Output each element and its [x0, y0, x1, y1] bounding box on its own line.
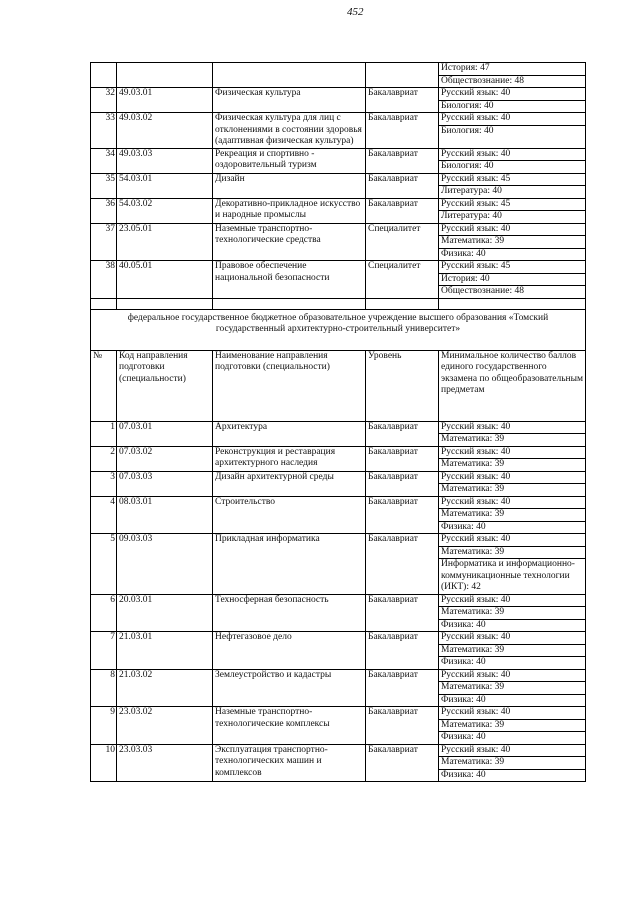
row-code: 54.03.02 — [117, 198, 213, 223]
middle-section — [91, 298, 586, 421]
row-subjects — [439, 223, 586, 261]
row-level: Бакалавриат — [366, 446, 439, 471]
subject-score: Математика: 39 — [439, 546, 585, 559]
subject-score: Математика: 39 — [439, 681, 585, 694]
table-row — [91, 744, 586, 782]
row-subjects — [439, 113, 586, 149]
table-row — [91, 421, 586, 446]
row-code: 07.03.03 — [117, 471, 213, 496]
row-code: 49.03.03 — [117, 148, 213, 173]
subject-score: Русский язык: 40 — [441, 471, 511, 482]
row-level: Бакалавриат — [366, 707, 439, 745]
table-row — [91, 707, 586, 745]
row-subjects — [439, 173, 586, 198]
subject-score: Математика: 39 — [439, 458, 585, 471]
subject-score: Обществознание: 48 — [439, 285, 585, 298]
row-number: 2 — [91, 446, 117, 471]
row-name: Наземные транспортно-технологические средства — [213, 223, 366, 261]
subject-score: Физика: 40 — [439, 656, 585, 669]
row-subjects — [439, 707, 586, 745]
row-name: Декоративно-прикладное искусство и народные промыслы — [213, 198, 366, 223]
table-row — [91, 261, 586, 299]
subject-score: Русский язык: 45 — [441, 198, 511, 209]
row-name: Архитектура — [213, 421, 366, 446]
row-level: Бакалавриат — [366, 744, 439, 782]
row-name: Дизайн архитектурной среды — [213, 471, 366, 496]
row-number: 10 — [91, 744, 117, 782]
table-row — [91, 148, 586, 173]
row-code: 23.03.03 — [117, 744, 213, 782]
subject-score: Литература: 40 — [439, 185, 585, 198]
subject-score: Физика: 40 — [439, 248, 585, 261]
table-row — [91, 446, 586, 471]
subject-score: Русский язык: 40 — [441, 148, 511, 159]
row-name: Дизайн — [213, 173, 366, 198]
row-code: 08.03.01 — [117, 496, 213, 534]
row-number: 7 — [91, 632, 117, 670]
row-number: 32 — [91, 88, 117, 113]
row-code: 54.03.01 — [117, 173, 213, 198]
row-name: Строительство — [213, 496, 366, 534]
header-no: № — [91, 350, 117, 421]
subject-score: Русский язык: 40 — [441, 113, 511, 123]
row-number: 35 — [91, 173, 117, 198]
table-row — [91, 173, 586, 198]
subject-score: Математика: 39 — [439, 719, 585, 732]
row-code: 21.03.02 — [117, 669, 213, 707]
table-row — [91, 632, 586, 670]
row-subjects — [439, 744, 586, 782]
admission-table — [90, 62, 586, 782]
subject-score: Русский язык: 40 — [441, 534, 511, 544]
subject-score: Биология: 40 — [439, 125, 585, 138]
table-row — [91, 198, 586, 223]
row-name: Правовое обеспечение национальной безопасности — [213, 261, 366, 299]
subject-score: Русский язык: 40 — [441, 446, 511, 457]
subject-score: Русский язык: 40 — [441, 223, 511, 234]
row-name: Эксплуатация транспортно-технологических машин и комплексов — [213, 744, 366, 782]
header-code: Код направления подготовки (специальности) — [117, 350, 213, 421]
row-code: 23.03.02 — [117, 707, 213, 745]
subject-score: Русский язык: 40 — [441, 421, 511, 432]
subject-score: Математика: 39 — [439, 644, 585, 657]
subject-score: Математика: 39 — [439, 508, 585, 521]
row-name — [213, 63, 366, 88]
row-level: Бакалавриат — [366, 421, 439, 446]
table-row — [91, 669, 586, 707]
table-row — [91, 113, 586, 149]
row-name: Землеустройство и кадастры — [213, 669, 366, 707]
row-code: 07.03.01 — [117, 421, 213, 446]
row-code: 09.03.03 — [117, 534, 213, 595]
row-level: Бакалавриат — [366, 471, 439, 496]
university-row — [91, 309, 586, 350]
row-name: Наземные транспортно-технологические комплексы — [213, 707, 366, 745]
row-name: Реконструкция и реставрация архитектурного наследия — [213, 446, 366, 471]
row-code: 23.05.01 — [117, 223, 213, 261]
subject-score: Русский язык: 40 — [441, 632, 511, 642]
table-row — [91, 88, 586, 113]
row-name: Физическая культура — [213, 88, 366, 113]
row-number: 37 — [91, 223, 117, 261]
row-subjects — [439, 471, 586, 496]
row-name: Нефтегазовое дело — [213, 632, 366, 670]
row-name: Рекреация и спортивно - оздоровительный туризм — [213, 148, 366, 173]
row-code: 49.03.01 — [117, 88, 213, 113]
subject-score: Русский язык: 40 — [441, 669, 511, 680]
row-subjects — [439, 632, 586, 670]
row-number: 8 — [91, 669, 117, 707]
row-number: 5 — [91, 534, 117, 595]
subject-score: Обществознание: 48 — [439, 75, 585, 88]
university-name: федеральное государственное бюджетное образовательное учреждение высшего образования «Томский государственный архитектурно-строительный университет» — [91, 309, 586, 350]
row-name: Техносферная безопасность — [213, 594, 366, 632]
row-code: 20.03.01 — [117, 594, 213, 632]
table-row — [91, 223, 586, 261]
row-code: 40.05.01 — [117, 261, 213, 299]
row-subjects — [439, 534, 586, 595]
subject-score: Математика: 39 — [439, 235, 585, 248]
row-subjects — [439, 446, 586, 471]
empty-row — [91, 298, 586, 309]
table-row — [91, 471, 586, 496]
row-subjects — [439, 63, 586, 88]
subject-score: Физика: 40 — [439, 694, 585, 707]
subject-score: Физика: 40 — [439, 521, 585, 534]
row-level: Бакалавриат — [366, 669, 439, 707]
row-level: Бакалавриат — [366, 88, 439, 113]
row-level: Специалитет — [366, 223, 439, 261]
row-level: Бакалавриат — [366, 632, 439, 670]
row-number: 3 — [91, 471, 117, 496]
header-level: Уровень — [366, 350, 439, 421]
subject-score: История: 47 — [441, 63, 490, 73]
table-row — [91, 594, 586, 632]
subject-score: История: 40 — [439, 273, 585, 286]
table-row — [91, 63, 586, 88]
row-code: 49.03.02 — [117, 113, 213, 149]
row-level: Бакалавриат — [366, 173, 439, 198]
table-row — [91, 534, 586, 595]
subject-score: Русский язык: 40 — [441, 594, 511, 605]
subject-score: Математика: 39 — [439, 606, 585, 619]
subject-score: Информатика и информационно-коммуникационные технологии (ИКТ): 42 — [439, 558, 585, 594]
row-number: 6 — [91, 594, 117, 632]
subject-score: Математика: 39 — [439, 433, 585, 446]
subject-score: Математика: 39 — [439, 756, 585, 769]
subject-score: Русский язык: 40 — [441, 707, 511, 717]
row-number: 36 — [91, 198, 117, 223]
row-number: 34 — [91, 148, 117, 173]
row-subjects — [439, 198, 586, 223]
row-subjects — [439, 88, 586, 113]
bottom-section — [91, 421, 586, 782]
subject-score: Биология: 40 — [439, 100, 585, 113]
row-subjects — [439, 594, 586, 632]
subject-score: Русский язык: 40 — [441, 88, 511, 98]
row-level — [366, 63, 439, 88]
subject-score: Физика: 40 — [439, 769, 585, 782]
row-number — [91, 63, 117, 88]
row-number: 4 — [91, 496, 117, 534]
row-subjects — [439, 496, 586, 534]
row-level: Бакалавриат — [366, 198, 439, 223]
row-level: Бакалавриат — [366, 534, 439, 595]
row-number: 1 — [91, 421, 117, 446]
subject-score: Физика: 40 — [439, 731, 585, 744]
subject-score: Русский язык: 45 — [441, 261, 511, 271]
row-level: Бакалавриат — [366, 496, 439, 534]
row-subjects — [439, 148, 586, 173]
row-level: Бакалавриат — [366, 148, 439, 173]
row-code — [117, 63, 213, 88]
header-row — [91, 350, 586, 421]
row-level: Бакалавриат — [366, 113, 439, 149]
row-name: Физическая культура для лиц с отклонениями в состоянии здоровья (адаптивная физическая культура) — [213, 113, 366, 149]
table-row — [91, 496, 586, 534]
row-level: Бакалавриат — [366, 594, 439, 632]
subject-score: Литература: 40 — [439, 210, 585, 223]
subject-score: Русский язык: 40 — [441, 744, 511, 755]
row-number: 33 — [91, 113, 117, 149]
row-number: 9 — [91, 707, 117, 745]
subject-score: Русский язык: 40 — [441, 496, 511, 507]
header-min-score: Минимальное количество баллов единого государственного экзамена по общеобразовательным предметам — [439, 350, 586, 421]
row-subjects — [439, 421, 586, 446]
subject-score: Русский язык: 45 — [441, 173, 511, 184]
row-code: 07.03.02 — [117, 446, 213, 471]
row-subjects — [439, 261, 586, 299]
subject-score: Физика: 40 — [439, 619, 585, 632]
page-number: 452 — [347, 6, 364, 18]
row-number: 38 — [91, 261, 117, 299]
subject-score: Биология: 40 — [439, 160, 585, 173]
subject-score: Математика: 39 — [439, 483, 585, 496]
row-subjects — [439, 669, 586, 707]
row-code: 21.03.01 — [117, 632, 213, 670]
row-level: Специалитет — [366, 261, 439, 299]
top-section — [91, 63, 586, 299]
row-name: Прикладная информатика — [213, 534, 366, 595]
header-name: Наименование направления подготовки (специальности) — [213, 350, 366, 421]
